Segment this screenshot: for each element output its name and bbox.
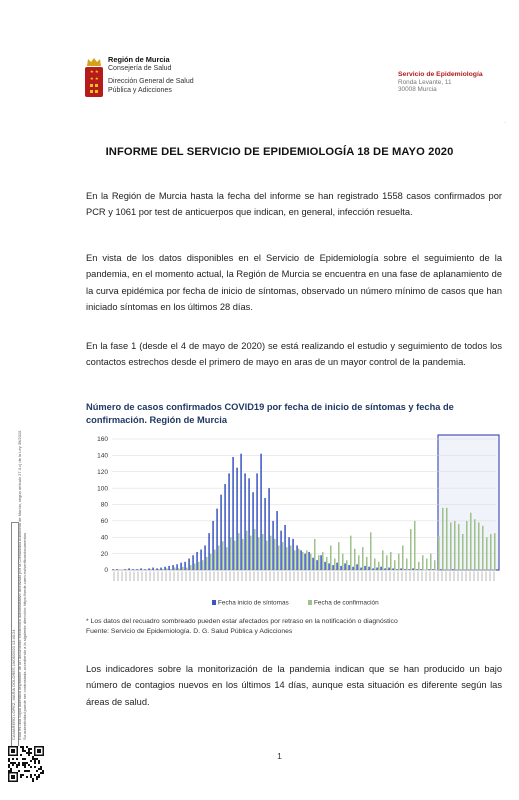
org-sub: Consejería de Salud <box>108 64 172 72</box>
bar-fecha-confirmacion <box>494 533 496 570</box>
bar-fecha-inicio <box>276 511 278 570</box>
bar-fecha-inicio <box>304 554 306 570</box>
bar-fecha-inicio <box>348 565 350 570</box>
bar-fecha-confirmacion <box>294 550 296 570</box>
bar-fecha-inicio <box>188 559 190 570</box>
bar-fecha-confirmacion <box>246 531 248 570</box>
dept-line2: Pública y Adicciones <box>108 86 172 94</box>
bar-fecha-inicio <box>332 565 334 570</box>
bar-fecha-inicio <box>192 555 194 570</box>
bar-fecha-inicio <box>360 568 362 570</box>
bar-fecha-inicio <box>264 498 266 570</box>
bar-fecha-confirmacion <box>434 560 436 570</box>
bar-fecha-confirmacion <box>274 539 276 570</box>
bar-fecha-inicio <box>232 457 234 570</box>
bar-fecha-inicio <box>288 537 290 570</box>
bar-fecha-confirmacion <box>290 545 292 570</box>
bar-fecha-inicio <box>160 568 162 570</box>
bar-fecha-inicio <box>168 566 170 570</box>
bar-fecha-inicio <box>216 509 218 570</box>
bar-fecha-inicio <box>156 568 158 570</box>
legend-swatch <box>308 600 312 605</box>
paragraph-curve: En vista de los datos disponibles en el Servicio de Epidemiología sobre el seguimiento de la pandemia, en el momento actual, la Región de Murcia se encuentra en una fase de aplanamiento de la curva epidémica por fecha de inicio de síntomas, observado un número mínimo de casos que han iniciado síntomas en los últimos 28 días. <box>86 253 502 313</box>
bar-fecha-inicio <box>324 562 326 570</box>
bar-fecha-inicio <box>388 568 390 570</box>
verification-text-2: Esta es una copia auténtica imprimible de un documento electrónico administrativo archivado por la Comunidad Autónoma de Murcia, según artículo 27.3.c) de la Ley 39/2015. <box>17 429 22 740</box>
bar-fecha-inicio <box>112 569 114 570</box>
bar-fecha-confirmacion <box>354 549 356 570</box>
bar-fecha-confirmacion <box>470 513 472 570</box>
paragraph-indicators: Los indicadores sobre la monitorización de la pandemia indican que se han producido un bajo número de contagios nuevos en los últimos 14 días, aunque esta situación es diferente según las áreas de salud. <box>86 664 502 707</box>
covid-cases-chart <box>86 434 502 614</box>
bar-fecha-confirmacion <box>438 536 440 570</box>
bar-fecha-confirmacion <box>362 547 364 570</box>
y-tick-label: 0 <box>104 567 108 575</box>
bar-fecha-inicio <box>180 563 182 570</box>
bar-fecha-confirmacion <box>402 545 404 570</box>
page-number: 1 <box>277 751 282 761</box>
paragraph-cases: En la Región de Murcia hasta la fecha del informe se han registrado 1558 casos confirmados por PCR y 1061 por test de anticuerpos que indican, en general, infección resuelta. <box>86 191 502 218</box>
bar-fecha-confirmacion <box>442 508 444 570</box>
bar-fecha-confirmacion <box>302 552 304 570</box>
bar-fecha-inicio <box>400 568 402 570</box>
bar-fecha-inicio <box>272 521 274 570</box>
bar-fecha-inicio <box>376 568 378 570</box>
y-tick-label: 100 <box>97 485 108 493</box>
service-addr2: 30008 Murcia <box>398 86 437 94</box>
bar-fecha-confirmacion <box>450 523 452 570</box>
bar-fecha-inicio <box>152 568 154 570</box>
bar-fecha-confirmacion <box>330 545 332 570</box>
bar-fecha-confirmacion <box>310 554 312 570</box>
bar-fecha-confirmacion <box>254 529 256 570</box>
bar-fecha-inicio <box>316 560 318 570</box>
bar-fecha-inicio <box>228 473 230 570</box>
bar-fecha-confirmacion <box>394 560 396 570</box>
bar-fecha-inicio <box>340 566 342 570</box>
bar-fecha-confirmacion <box>478 523 480 570</box>
bar-fecha-confirmacion <box>458 524 460 570</box>
bar-fecha-inicio <box>176 564 178 570</box>
bar-fecha-inicio <box>412 568 414 570</box>
bar-fecha-confirmacion <box>430 554 432 570</box>
bar-fecha-inicio <box>136 569 138 570</box>
bar-fecha-confirmacion <box>342 554 344 570</box>
bar-fecha-confirmacion <box>298 549 300 570</box>
bar-fecha-inicio <box>368 567 370 570</box>
bar-fecha-confirmacion <box>446 508 448 570</box>
bar-fecha-confirmacion <box>190 565 192 570</box>
bar-fecha-inicio <box>380 567 382 570</box>
y-tick-label: 160 <box>97 436 108 444</box>
bar-fecha-inicio <box>356 564 358 570</box>
y-tick-label: 80 <box>100 501 108 509</box>
bar-fecha-confirmacion <box>414 521 416 570</box>
bar-fecha-inicio <box>172 565 174 570</box>
bar-fecha-confirmacion <box>382 550 384 570</box>
bar-fecha-confirmacion <box>218 545 220 570</box>
bar-fecha-confirmacion <box>262 534 264 570</box>
bar-fecha-inicio <box>296 545 298 570</box>
document-title: INFORME DEL SERVICIO DE EPIDEMIOLOGÍA 18 DE MAYO 2020 <box>105 146 454 158</box>
header-service <box>398 71 483 94</box>
bar-fecha-inicio <box>292 539 294 570</box>
bar-fecha-confirmacion <box>234 541 236 570</box>
bar-fecha-inicio <box>392 568 394 570</box>
y-tick-label: 140 <box>97 452 108 460</box>
bar-fecha-confirmacion <box>202 560 204 570</box>
header-organization <box>108 56 194 95</box>
chart-note-delay: * Los datos del recuadro sombreado pueden estar afectados por retraso en la notificación o diagnóstico <box>86 618 398 625</box>
bar-fecha-inicio <box>440 569 442 570</box>
bar-fecha-inicio <box>256 473 258 570</box>
bar-fecha-confirmacion <box>194 563 196 570</box>
bar-fecha-inicio <box>432 569 434 570</box>
y-tick-label: 60 <box>100 518 108 526</box>
bar-fecha-confirmacion <box>206 557 208 570</box>
bar-fecha-confirmacion <box>318 555 320 570</box>
bar-fecha-inicio <box>300 550 302 570</box>
bar-fecha-inicio <box>260 454 262 570</box>
bar-fecha-confirmacion <box>346 560 348 570</box>
bar-fecha-inicio <box>268 488 270 570</box>
verification-text-1: CAMARERO LOPEZ, MARIA DOLORES 19/05/2020 13:40:24 <box>11 629 16 740</box>
legend-fecha-confirmacion: Fecha de confirmación <box>314 599 379 607</box>
bar-fecha-inicio <box>224 484 226 570</box>
bar-fecha-inicio <box>308 552 310 570</box>
bar-fecha-confirmacion <box>258 537 260 570</box>
bar-fecha-confirmacion <box>378 562 380 570</box>
bar-fecha-confirmacion <box>370 532 372 570</box>
bar-fecha-inicio <box>236 468 238 570</box>
bar-fecha-confirmacion <box>422 555 424 570</box>
bar-fecha-confirmacion <box>474 519 476 570</box>
service-name: Servicio de Epidemiología <box>398 71 483 78</box>
bar-fecha-confirmacion <box>150 569 152 570</box>
org-name: Región de Murcia <box>108 55 170 64</box>
bar-fecha-confirmacion <box>398 554 400 570</box>
bar-fecha-confirmacion <box>406 559 408 570</box>
bar-fecha-confirmacion <box>242 539 244 570</box>
bar-fecha-confirmacion <box>222 541 224 570</box>
bar-fecha-confirmacion <box>162 569 164 570</box>
bar-fecha-confirmacion <box>210 554 212 570</box>
bar-fecha-inicio <box>364 566 366 570</box>
bar-fecha-confirmacion <box>490 534 492 570</box>
bar-fecha-confirmacion <box>482 526 484 570</box>
bar-fecha-confirmacion <box>174 568 176 570</box>
bar-fecha-confirmacion <box>366 557 368 570</box>
y-tick-label: 20 <box>100 550 108 558</box>
chart-source: Fuente: Servicio de Epidemiología. D. G. Salud Pública y Adicciones <box>86 627 293 635</box>
bar-fecha-inicio <box>248 478 250 570</box>
bar-fecha-inicio <box>344 563 346 570</box>
bar-fecha-confirmacion <box>322 552 324 570</box>
bar-fecha-confirmacion <box>386 555 388 570</box>
bar-fecha-confirmacion <box>226 547 228 570</box>
bar-fecha-confirmacion <box>410 529 412 570</box>
bar-fecha-confirmacion <box>278 545 280 570</box>
bar-fecha-inicio <box>404 569 406 570</box>
bar-fecha-confirmacion <box>166 568 168 570</box>
bar-fecha-confirmacion <box>374 559 376 570</box>
bar-fecha-confirmacion <box>186 568 188 570</box>
legend-fecha-inicio: Fecha inicio de síntomas <box>218 599 289 607</box>
bar-fecha-confirmacion <box>326 557 328 570</box>
bar-fecha-inicio <box>328 563 330 570</box>
bar-fecha-confirmacion <box>418 562 420 570</box>
bar-fecha-confirmacion <box>466 521 468 570</box>
bar-fecha-inicio <box>336 563 338 570</box>
scan-mark: · <box>504 120 506 126</box>
bar-fecha-inicio <box>212 521 214 570</box>
bar-fecha-confirmacion <box>266 541 268 570</box>
bar-fecha-inicio <box>132 569 134 570</box>
bar-fecha-inicio <box>284 525 286 570</box>
bar-fecha-inicio <box>320 555 322 570</box>
bar-fecha-inicio <box>208 533 210 570</box>
bar-fecha-inicio <box>384 568 386 570</box>
chart-title: Número de casos confirmados COVID19 por fecha de inicio de síntomas y fecha de confirmación. Región de Murcia <box>86 402 454 425</box>
bar-fecha-confirmacion <box>334 559 336 570</box>
bar-fecha-confirmacion <box>270 536 272 570</box>
bar-fecha-inicio <box>148 568 150 570</box>
bar-fecha-inicio <box>252 492 254 570</box>
bar-fecha-inicio <box>452 569 454 570</box>
bar-fecha-inicio <box>396 569 398 570</box>
y-tick-label: 120 <box>97 468 108 476</box>
bar-fecha-inicio <box>196 552 198 570</box>
bar-fecha-confirmacion <box>182 567 184 570</box>
bar-fecha-confirmacion <box>214 550 216 570</box>
bar-fecha-inicio <box>140 568 142 570</box>
bar-fecha-inicio <box>204 545 206 570</box>
bar-fecha-inicio <box>352 567 354 570</box>
bar-fecha-inicio <box>144 569 146 570</box>
bar-fecha-inicio <box>240 454 242 570</box>
bar-fecha-confirmacion <box>358 555 360 570</box>
bar-fecha-inicio <box>312 558 314 570</box>
bar-fecha-confirmacion <box>314 539 316 570</box>
bar-fecha-inicio <box>416 569 418 570</box>
bar-fecha-inicio <box>200 550 202 570</box>
bar-fecha-confirmacion <box>462 534 464 570</box>
bar-fecha-confirmacion <box>158 569 160 570</box>
bar-fecha-inicio <box>372 568 374 570</box>
bar-fecha-confirmacion <box>178 568 180 570</box>
bar-fecha-confirmacion <box>350 536 352 570</box>
bar-fecha-confirmacion <box>390 552 392 570</box>
bar-fecha-confirmacion <box>230 537 232 570</box>
bar-fecha-confirmacion <box>238 533 240 570</box>
bar-fecha-inicio <box>184 562 186 570</box>
bar-fecha-inicio <box>408 569 410 570</box>
bar-fecha-confirmacion <box>282 542 284 570</box>
bar-fecha-inicio <box>280 531 282 570</box>
region-murcia-logo <box>82 57 106 101</box>
chart-notes <box>86 617 506 636</box>
bar-fecha-confirmacion <box>426 559 428 570</box>
bar-fecha-confirmacion <box>486 537 488 570</box>
bar-fecha-confirmacion <box>198 562 200 570</box>
bar-fecha-confirmacion <box>170 569 172 570</box>
bar-fecha-inicio <box>420 569 422 570</box>
bar-fecha-inicio <box>164 567 166 570</box>
bar-fecha-confirmacion <box>250 536 252 570</box>
dept-line1: Dirección General de Salud <box>108 78 194 86</box>
qr-code-icon <box>8 746 44 782</box>
bar-fecha-inicio <box>128 568 130 570</box>
bar-fecha-inicio <box>244 473 246 570</box>
bar-fecha-inicio <box>428 569 430 570</box>
bar-fecha-inicio <box>116 569 118 570</box>
bar-fecha-confirmacion <box>454 521 456 570</box>
bar-fecha-confirmacion <box>338 542 340 570</box>
bar-fecha-confirmacion <box>306 550 308 570</box>
bar-fecha-confirmacion <box>286 547 288 570</box>
paragraph-phase1: En la fase 1 (desde el 4 de mayo de 2020) se está realizando el estudio y seguimiento de todos los contactos estrechos desde el primero de mayo en aras de un mayor control de la pandemia. <box>86 341 502 368</box>
bar-fecha-inicio <box>220 495 222 570</box>
service-addr1: Ronda Levante, 11 <box>398 78 452 86</box>
legend-swatch <box>212 600 216 605</box>
bar-fecha-inicio <box>124 569 126 570</box>
verification-text-3: Su autenticidad puede ser contrastada accediendo a la siguiente dirección: https://sede.carm.es/verificardocumentos <box>22 532 27 740</box>
y-tick-label: 40 <box>100 534 108 542</box>
